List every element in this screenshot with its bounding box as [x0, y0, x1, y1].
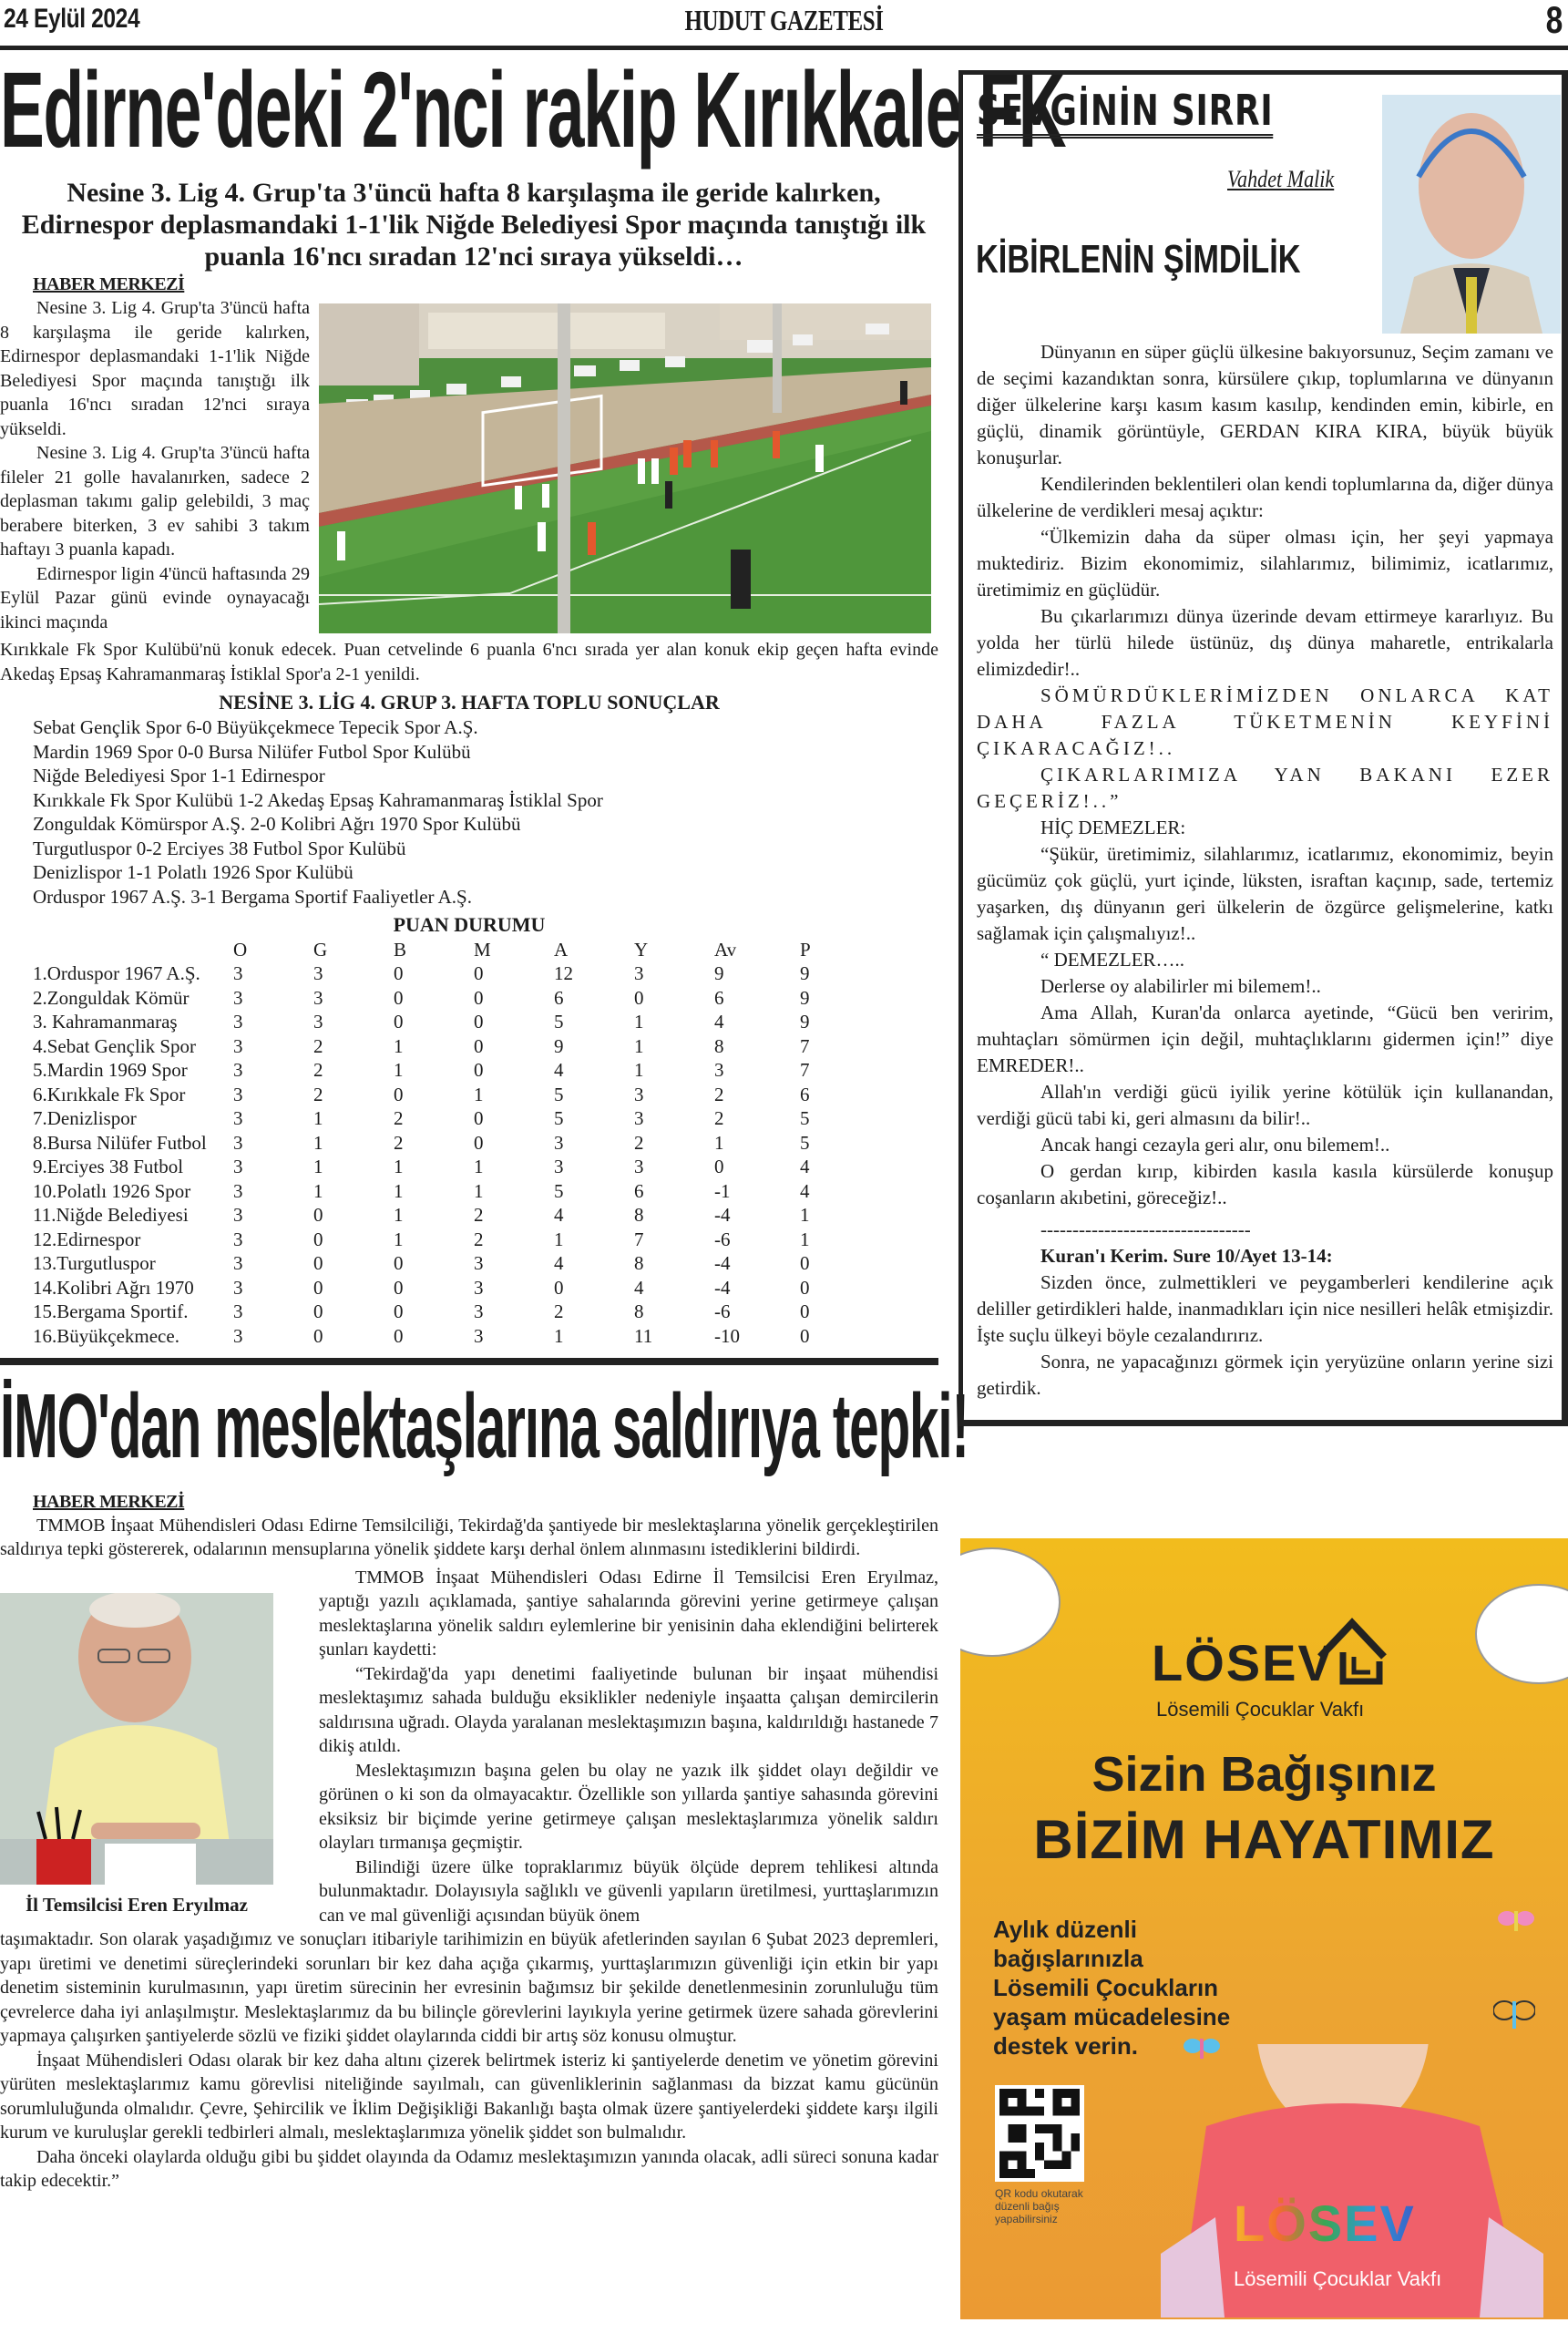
- standings-header-cell: B: [394, 938, 407, 961]
- standings-header-team: [33, 938, 233, 962]
- standings-team-name: 16.Büyükçekmece.: [33, 1324, 179, 1347]
- standings-team-name: 13.Turgutluspor: [33, 1252, 156, 1275]
- column-quote-title: Kuran'ı Kerim. Sure 10/Ayet 13-14:: [1040, 1245, 1333, 1267]
- standings-cell: 9: [800, 1011, 810, 1033]
- result-item: Orduspor 1967 A.Ş. 3-1 Bergama Sportif Faaliyetler A.Ş.: [33, 885, 472, 908]
- standings-header-cell: O: [233, 938, 248, 961]
- standings-cell: 1: [394, 1228, 404, 1250]
- section-divider: [0, 1358, 938, 1365]
- standings-cell: 3: [233, 1179, 243, 1202]
- article1-paragraph: Nesine 3. Lig 4. Grup'ta 3'üncü hafta 8 karşılaşma ile geride kalırken, Edirnespor deplasmandaki 1-1'lik Niğde Belediyesi Spor maçında tanıştığı ilk puanla 16'ncı sıradan 12'nci sıraya yükseldi.: [0, 298, 310, 439]
- butterfly-icon: [1184, 2035, 1220, 2062]
- article1-paragraph: Edirnespor ligin 4'üncü haftasında 29 Eylül Pazar günü evinde oynayacağı ikinci maçında: [0, 563, 310, 632]
- standings-cell: 0: [634, 986, 644, 1009]
- standings-cell: 3: [313, 1011, 323, 1033]
- article1-lead-row: [0, 296, 938, 634]
- article1-continued: [0, 638, 938, 686]
- standings-cell: 3: [233, 1252, 243, 1275]
- standings-cell: 3: [313, 962, 323, 985]
- standings-cell: 4: [554, 1252, 564, 1275]
- standings-cell: -1: [714, 1179, 731, 1202]
- standings-row: [33, 1204, 880, 1228]
- standings-row: [33, 1276, 880, 1300]
- article2-paragraph: Bilindiği üzere ülke topraklarımız büyük ölçüde deprem tehlikesi altında bulunmaktadır. Dolayısıyla sağlıklı ve güvenli yapıların üretilmesi, yurttaşlarımızın can ve mal güvenliği açısından büyük önem: [319, 1856, 938, 1926]
- standings-cell: 2: [474, 1204, 484, 1227]
- standings-cell: 3: [233, 1300, 243, 1323]
- column-paragraph: HİÇ DEMEZLER:: [1040, 817, 1186, 838]
- result-item: Niğde Belediyesi Spor 1-1 Edirnespor: [33, 765, 325, 786]
- standings-cell: 3: [233, 1204, 243, 1227]
- standings-row: [33, 1131, 880, 1156]
- issue-date: 24 Eylül 2024: [4, 4, 140, 34]
- standings-row: [33, 1252, 880, 1277]
- standings-cell: 0: [714, 1156, 724, 1178]
- standings-cell: 0: [394, 1276, 404, 1299]
- standings-row: [33, 1228, 880, 1252]
- standings-cell: 4: [554, 1059, 564, 1082]
- standings-cell: 2: [313, 1059, 323, 1082]
- standings-cell: 3: [233, 1011, 243, 1033]
- article1-byline: HABER MERKEZİ: [33, 274, 185, 294]
- photo-caption: İl Temsilcisi Eren Eryılmaz: [25, 1893, 249, 1916]
- standings-row: [33, 1179, 880, 1204]
- column-paragraph: Kendilerinden beklentileri olan kendi toplumlarına da, diğer dünya ülkelerine de verdikleri mesaj açıktır:: [977, 473, 1553, 521]
- losev-logo: LÖSEV: [1152, 1634, 1334, 1691]
- article2-side-text: [319, 1566, 938, 1928]
- article2-paragraph: Meslektaşımızın başına gelen bu olay ne yazık ilk şiddet olayı değildir ve görünen o ki son da olmayacaktır. Özellikle son yıllarda şantiye sahasında görevini eksiksiz bir biçimde yerine getirmeye çalışan meslektaşlarımıza yönelik saldırı olayları tırmanışa geçmiştir.: [319, 1760, 938, 1853]
- standings-cell: 3: [714, 1059, 724, 1082]
- standings-cell: 0: [474, 1131, 484, 1154]
- standings-cell: 0: [394, 1300, 404, 1323]
- standings-cell: 0: [474, 986, 484, 1009]
- article2-photo-row: [0, 1566, 938, 1928]
- article2-bottom-text: [0, 1927, 938, 2194]
- standings-cell: 0: [474, 1107, 484, 1130]
- standings-cell: 6: [800, 1083, 810, 1105]
- standings-cell: 1: [313, 1107, 323, 1130]
- standings-cell: 3: [474, 1324, 484, 1347]
- standings-cell: 0: [313, 1252, 323, 1275]
- standings-cell: 3: [554, 1156, 564, 1178]
- ad-copy-line: Aylık düzenli: [993, 1916, 1137, 1943]
- standings-cell: 1: [394, 1156, 404, 1178]
- column-header: [963, 75, 1562, 339]
- standings-cell: 3: [634, 1107, 644, 1130]
- standings-cell: 0: [313, 1204, 323, 1227]
- standings-cell: 12: [554, 962, 573, 985]
- column-paragraph: “ DEMEZLER…..: [1040, 949, 1185, 971]
- standings-cell: 1: [800, 1204, 810, 1227]
- standings-row: [33, 1034, 880, 1059]
- standings-cell: 0: [800, 1324, 810, 1347]
- standings-cell: 2: [313, 1034, 323, 1057]
- standings-cell: 0: [800, 1252, 810, 1275]
- standings-cell: 2: [394, 1107, 404, 1130]
- standings-cell: 3: [233, 1034, 243, 1057]
- ad-copy-line: bağışlarınızla: [993, 1945, 1143, 1972]
- column-paragraph: Ancak hangi cezayla geri alır, onu bilemem!..: [1040, 1134, 1390, 1156]
- column-body: [977, 339, 1553, 1402]
- standings-cell: 3: [233, 1059, 243, 1082]
- result-item: Denizlispor 1-1 Polatlı 1926 Spor Kulübü: [33, 861, 354, 883]
- standings-team-name: 10.Polatlı 1926 Spor: [33, 1179, 191, 1202]
- standings-team-name: 8.Bursa Nilüfer Futbol: [33, 1131, 207, 1154]
- standings-cell: 4: [800, 1156, 810, 1178]
- standings-cell: 1: [634, 1034, 644, 1057]
- column-paragraph: “Ülkemizin daha da süper olması için, her şeyi yapmaya muktediriz. Bizim ekonomimiz, silahlarımız, bilimimiz, icatlarımız, üretimimiz en güçlüdür.: [977, 526, 1553, 601]
- football-match-illustration: [319, 303, 931, 633]
- author-photo: [1382, 95, 1561, 334]
- standings-header-cell: A: [554, 938, 569, 961]
- standings-cell: 7: [634, 1228, 644, 1250]
- standings-team-name: 3. Kahramanmaraş: [33, 1011, 178, 1033]
- standings-cell: 1: [554, 1324, 564, 1347]
- qr-caption: QR kodu okutarak düzenli bağış yapabilirsiniz: [995, 2187, 1083, 2225]
- standings-cell: 0: [394, 986, 404, 1009]
- shirt-logo: [1234, 2194, 1416, 2253]
- qr-code-icon: [999, 2089, 1081, 2178]
- column-separator: ---------------------------------: [1040, 1218, 1251, 1240]
- standings-cell: 0: [474, 1011, 484, 1033]
- standings-team-name: 7.Denizlispor: [33, 1107, 137, 1130]
- standings-cell: 1: [394, 1204, 404, 1227]
- standings-cell: 2: [313, 1083, 323, 1105]
- standings-team-name: 9.Erciyes 38 Futbol: [33, 1156, 184, 1178]
- cloud-icon: [1475, 1584, 1568, 1684]
- ad-headline-1: Sizin Bağışınız: [1091, 1747, 1437, 1802]
- column-author: Vahdet Malik: [1227, 166, 1335, 192]
- article2-photo-block: [0, 1566, 273, 1917]
- standings-cell: 2: [474, 1228, 484, 1250]
- standings-cell: 3: [233, 1228, 243, 1250]
- standings-header-cell: Y: [634, 938, 649, 961]
- article2-paragraph: Daha önceki olaylarda olduğu gibi bu şiddet olayında da Odamız meslektaşımızın yanında olacak, adli süreci sonuna kadar takip edecektir.”: [0, 2146, 938, 2191]
- standings-cell: 4: [634, 1276, 644, 1299]
- standings-cell: -6: [714, 1300, 731, 1323]
- standings-cell: 0: [474, 1034, 484, 1057]
- losev-logo-subtitle: Lösemili Çocuklar Vakfı: [1156, 1698, 1365, 1721]
- article2-paragraph: TMMOB İnşaat Mühendisleri Odası Edirne Temsilciliği, Tekirdağ'da şantiyede bir meslektaşlarına yönelik gerçekleştirilen saldırıya tepki göstererek, odalarının mensuplarına yönelik şiddete karşı derhal önlem alınmasını istediklerini bildirdi.: [0, 1515, 938, 1559]
- standings-cell: -4: [714, 1252, 731, 1275]
- standings-cell: 1: [634, 1059, 644, 1082]
- standings-cell: 0: [313, 1300, 323, 1323]
- article2-intro: [0, 1514, 938, 1562]
- standings-cell: 7: [800, 1034, 810, 1057]
- standings-cell: 5: [554, 1083, 564, 1105]
- butterfly-icon: [1498, 1907, 1534, 1935]
- standings-cell: 6: [554, 986, 564, 1009]
- result-item: Zonguldak Kömürspor A.Ş. 2-0 Kolibri Ağrı 1970 Spor Kulübü: [33, 813, 521, 835]
- standings-cell: 1: [313, 1131, 323, 1154]
- column-paragraph: Sonra, ne yapacağınızı görmek için yeryüzüne onların yerine sizi getirdik.: [977, 1351, 1553, 1399]
- standings-cell: 3: [634, 1083, 644, 1105]
- portrait-illustration: [0, 1593, 273, 1885]
- standings-row: [33, 1300, 880, 1325]
- standings-cell: 0: [394, 1083, 404, 1105]
- standings-cell: 4: [714, 1011, 724, 1033]
- article1-paragraph-continued: Kırıkkale Fk Spor Kulübü'nü konuk edecek. Puan cetvelinde 6 puanla 6'ncı sırada yer alan konuk ekip geçen hafta evinde Akedaş Epsaş Kahramanmaraş İstiklal Spor'a 2-1 yenildi.: [0, 640, 938, 684]
- football-match-photo: [319, 303, 931, 633]
- column-paragraph: Sizden önce, zulmettikleri ve peygamberleri kendilerine açık deliller getirdikleri halde, inanmadıkları için nice nesilleri helâk etmişizdir. İşte suçlu ülkeyi böyle cezalandırırız.: [977, 1271, 1553, 1346]
- result-item: Kırıkkale Fk Spor Kulübü 1-2 Akedaş Epsaş Kahramanmaraş İstiklal Spor: [33, 788, 603, 811]
- standings-cell: 0: [394, 962, 404, 985]
- standings-cell: 0: [394, 1011, 404, 1033]
- standings-cell: 3: [233, 1083, 243, 1105]
- standings-cell: 1: [634, 1011, 644, 1033]
- standings-cell: 1: [474, 1156, 484, 1178]
- article2-paragraph: İnşaat Mühendisleri Odası olarak bir kez daha altını çizerek belirtmek isteriz ki şantiyelerde denetim ve yönetim görevini yürüten meslektaşlarımız kamu görevlisi niteliğinde sayılmalı, can güvenliklerinin sağlanması da bizzat kamu gücünün sorumluluğunda olmalıdır. Çevre, Şehircilik ve İklim Değişikliği Bakanlığı başta olmak üzere şantiyelerdeki şiddete karşı ilgili kurum ve kuruluşlar gerekli tedbirleri almalı, meslektaşlarımıza yönelik şiddet son bulmalıdır.: [0, 2050, 938, 2143]
- standings-cell: 8: [634, 1300, 644, 1323]
- standings-cell: 2: [714, 1107, 724, 1130]
- standings-header-cell: G: [313, 938, 328, 961]
- standings-team-name: 2.Zonguldak Kömür: [33, 986, 190, 1009]
- article2-paragraph: taşımaktadır. Son olarak yaşadığımız ve sonuçları itibariyle tarihimizin en büyük afetlerinden sayılan 6 Şubat 2023 depremleri, yapı üretimi ve denetimi süreçlerindeki sorunları bir kez daha açığa çıkarmış, yurttaşlarımızın güvenliği için etkin bir yapı denetim sisteminin kurulmasının, yapı üretim sürecinin her evresinin bağımsız bir şekilde denetlenmesinin zorunluluğu tüm çevrelerce daha iyi anlaşılmıştır. Meslektaşlarımız da bu bilinçle görevlerini layıkıyla yerine getirmek üzere sahada görevlerini yapmaya çalışırken şantiyelerde sözlü ve fiziki şiddet olaylarında ciddi bir artış söz konusu olmuştur.: [0, 1929, 938, 2046]
- losev-advertisement[interactable]: [960, 1538, 1568, 2319]
- ad-copy-line: yaşam mücadelesine: [993, 2003, 1231, 2030]
- standings-cell: 6: [634, 1179, 644, 1202]
- ad-copy-line: destek verin.: [993, 2032, 1138, 2060]
- column-paragraph: Bu çıkarlarımızı dünya üzerinde devam ettirmeye kararlıyız. Bu yolda her türlü hilede üstünüz, dış dünya maharetle, entrikalarla elimizdedir!..: [977, 605, 1553, 680]
- standings-row: [33, 1324, 880, 1349]
- standings-cell: 5: [800, 1131, 810, 1154]
- standings-cell: 5: [800, 1107, 810, 1130]
- article1-deck: Nesine 3. Lig 4. Grup'ta 3'üncü hafta 8 karşılaşma ile geride kalırken, Edirnespor deplasmandaki 1-1'lik Niğde Belediyesi Spor maçında tanıştığı ilk puanla 16'ncı sıradan 12'nci sıraya yükseldi…: [21, 178, 927, 272]
- article2-headline: İMO'dan meslektaşlarına saldırıya tepki!: [0, 1374, 968, 1477]
- standings-cell: 3: [233, 1276, 243, 1299]
- author-portrait-illustration: [1382, 95, 1561, 334]
- standings-cell: -10: [714, 1324, 740, 1347]
- standings-cell: 3: [474, 1276, 484, 1299]
- standings-cell: 0: [474, 962, 484, 985]
- standings-cell: 0: [474, 1059, 484, 1082]
- article2-paragraph: “Tekirdağ'da yapı denetimi faaliyetinde bulunan bir inşaat mühendisi meslektaşımız sahada bulduğu eksiklikler nedeniyle inşaatta çalışan demircilerin saldırısına uğradı. Olayda yaralanan meslektaşımızın başına, kaldırıldığı hastanede 7 dikiş atıldı.: [319, 1663, 938, 1756]
- article1-headline: Edirne'deki 2'nci rakip Kırıkkale FK: [0, 50, 1066, 170]
- standings-cell: -4: [714, 1276, 731, 1299]
- standings-cell: 8: [634, 1252, 644, 1275]
- standings-cell: 0: [554, 1276, 564, 1299]
- standings-cell: 2: [714, 1083, 724, 1105]
- standings-cell: 6: [714, 986, 724, 1009]
- cloud-icon: [960, 1547, 1061, 1657]
- result-item: Mardin 1969 Spor 0-0 Bursa Nilüfer Futbol Spor Kulübü: [33, 740, 471, 763]
- standings-cell: 0: [313, 1276, 323, 1299]
- standings-cell: 8: [714, 1034, 724, 1057]
- standings-cell: 0: [394, 1324, 404, 1347]
- standings-cell: 9: [554, 1034, 564, 1057]
- standings-header-cell: P: [800, 938, 811, 961]
- result-item: Turgutluspor 0-2 Erciyes 38 Futbol Spor Kulübü: [33, 837, 406, 859]
- standings-cell: 0: [313, 1324, 323, 1347]
- standings-row: [33, 1059, 880, 1084]
- qr-code[interactable]: [995, 2085, 1084, 2182]
- standings-row: [33, 1107, 880, 1132]
- standings-cell: 9: [800, 986, 810, 1009]
- standings-row: [33, 1156, 880, 1180]
- standings-cell: 9: [714, 962, 724, 985]
- eren-eryilmaz-photo: [0, 1593, 273, 1885]
- standings-cell: 1: [800, 1228, 810, 1250]
- standings-cell: 1: [714, 1131, 724, 1154]
- standings-row: [33, 1083, 880, 1107]
- ad-copy-line: Lösemili Çocukların: [993, 1974, 1219, 2001]
- standings-cell: 1: [394, 1179, 404, 1202]
- standings-cell: 1: [394, 1059, 404, 1082]
- standings-cell: 2: [394, 1131, 404, 1154]
- standings-team-name: 12.Edirnespor: [33, 1228, 141, 1250]
- standings-cell: 3: [554, 1131, 564, 1154]
- newspaper-name: HUDUT GAZETESİ: [684, 4, 884, 36]
- standings-cell: 1: [313, 1156, 323, 1178]
- standings-cell: 8: [634, 1204, 644, 1227]
- standings-cell: 2: [634, 1131, 644, 1154]
- standings-cell: 1: [313, 1179, 323, 1202]
- standings-cell: 0: [800, 1276, 810, 1299]
- standings-row: [33, 1011, 880, 1035]
- standings-team-name: 1.Orduspor 1967 A.Ş.: [33, 962, 200, 985]
- standings-cell: 5: [554, 1179, 564, 1202]
- standings-cell: 3: [233, 1107, 243, 1130]
- article1-paragraph: Nesine 3. Lig 4. Grup'ta 3'üncü hafta fileler 21 golle havalanırken, sadece 2 deplasman takımı galip gelebildi, 3 maç berabere biterken, 3 ev sahibi 3 takım haftayı 3 puanla kapadı.: [0, 443, 310, 560]
- shirt-subtitle: Lösemili Çocuklar Vakfı: [1234, 2267, 1442, 2290]
- standings-cell: 1: [474, 1179, 484, 1202]
- standings-team-name: 4.Sebat Gençlik Spor: [33, 1034, 197, 1057]
- column-paragraph: Ama Allah, Kuran'da onlarca ayetinde, “Gücü ben veririm, muhtaçları sömürmen için değil, muhtaçlıklarını gidermen için!” diye EMREDER!..: [977, 1002, 1553, 1076]
- standings-cell: 11: [634, 1324, 653, 1347]
- column-paragraph: ÇIKARLARIMIZA YAN BAKANI EZER GEÇERİZ!..”: [977, 764, 1553, 812]
- standings-cell: 4: [800, 1179, 810, 1202]
- column-paragraph: O gerdan kırıp, kibirden kasıla kasıla kürsülerde konuşup coşanların akıbetini, göreceğiz!..: [977, 1160, 1553, 1208]
- results-title: NESİNE 3. LİG 4. GRUP 3. HAFTA TOPLU SONUÇLAR: [219, 691, 720, 714]
- standings-cell: 2: [554, 1300, 564, 1323]
- standings-cell: 3: [313, 986, 323, 1009]
- standings-row: [33, 962, 880, 987]
- standings-cell: 3: [233, 1131, 243, 1154]
- article1-body: [0, 296, 310, 634]
- standings-cell: 1: [394, 1034, 404, 1057]
- standings-title: PUAN DURUMU: [393, 913, 546, 936]
- standings-header-row: [33, 938, 880, 962]
- column-paragraph: SÖMÜRDÜKLERİMİZDEN ONLARCA KAT DAHA FAZLA TÜKETMENİN KEYFİNİ ÇIKARACAĞIZ!..: [977, 684, 1553, 759]
- standings-team-name: 14.Kolibri Ağrı 1970: [33, 1276, 194, 1299]
- standings-cell: 3: [233, 1156, 243, 1178]
- standings-cell: 3: [233, 1324, 243, 1347]
- standings-cell: 7: [800, 1059, 810, 1082]
- column-kicker: SEVGİNİN SIRRI: [977, 87, 1274, 139]
- column-paragraph: Allah'ın verdiği gücü iyilik yerine kötülük için kullanandan, verdiği gücü tabi ki, geri almasını da bilir!..: [977, 1081, 1553, 1129]
- standings-cell: 1: [554, 1228, 564, 1250]
- standings-team-name: 5.Mardin 1969 Spor: [33, 1059, 188, 1082]
- standings-cell: 3: [634, 962, 644, 985]
- column-paragraph: Dünyanın en süper güçlü ülkesine bakıyorsunuz, Seçim zamanı ve de seçimi kazandıktan sonra, kürsülere çıkıp, toplumlarına ve dünyanın diğer ülkelerine karşı kasım kasım kasılıp, kendinden emin, kibirle, en güçlü, dinamik görüntüyle, GERDAN KIRA KIRA, büyük büyük konuşurlar.: [977, 341, 1553, 468]
- opinion-column: [958, 70, 1568, 1426]
- butterfly-icon: [1493, 1994, 1535, 2036]
- masthead: [0, 0, 1568, 51]
- standings-team-name: 6.Kırıkkale Fk Spor: [33, 1083, 186, 1105]
- column-title: KİBİRLENİN ŞİMDİLİK: [976, 237, 1301, 282]
- standings-header-cell: Av: [714, 938, 737, 961]
- standings-cell: 4: [554, 1204, 564, 1227]
- article2-byline: HABER MERKEZİ: [33, 1491, 185, 1512]
- standings-cell: 3: [233, 962, 243, 985]
- standings-cell: 3: [474, 1252, 484, 1275]
- standings-team-name: 11.Niğde Belediyesi: [33, 1204, 189, 1227]
- standings-row: [33, 986, 880, 1011]
- shirt-logo-text: LÖSEV: [1234, 2194, 1416, 2252]
- standings-cell: 0: [394, 1252, 404, 1275]
- standings-cell: 5: [554, 1107, 564, 1130]
- standings-cell: 3: [634, 1156, 644, 1178]
- standings-cell: 3: [233, 986, 243, 1009]
- standings-cell: 9: [800, 962, 810, 985]
- standings-cell: -4: [714, 1204, 731, 1227]
- standings-cell: 1: [474, 1083, 484, 1105]
- standings-cell: 0: [800, 1300, 810, 1323]
- column-paragraph: “Şükür, üretimimiz, silahlarımız, icatlarımız, ekonomimiz, beyin gücümüz çok güçlü, yurt içinde, lüksten, israftan kaçınıp, sade, tertemiz yaşarken, dış dünyanın geri ülkelerin de özgürce gelişmelerine, katkı sağlamak için çalışmalıyız!..: [977, 843, 1553, 944]
- standings-cell: -6: [714, 1228, 731, 1250]
- standings-header-cell: M: [474, 938, 491, 961]
- article2-paragraph: TMMOB İnşaat Mühendisleri Odası Edirne İl Temsilcisi Eren Eryılmaz, yaptığı yazılı açıklamada, şantiye sahalarında görevini yerine getirmeye çalışan meslektaşlarına yönelik saldırı eylemlerine bir yenisinin daha eklendiğini belirterek şunları kaydetti:: [319, 1567, 938, 1660]
- column-paragraph: Derlerse oy alabilirler mi bilemem!..: [1040, 975, 1321, 997]
- standings-cell: 3: [474, 1300, 484, 1323]
- standings-team-name: 15.Bergama Sportif.: [33, 1300, 189, 1323]
- ad-headline-2: BİZİM HAYATIMIZ: [1033, 1809, 1495, 1870]
- result-item: Sebat Gençlik Spor 6-0 Büyükçekmece Tepecik Spor A.Ş.: [33, 716, 478, 738]
- standings-cell: 5: [554, 1011, 564, 1033]
- results-list: [33, 715, 935, 909]
- standings-cell: 0: [313, 1228, 323, 1250]
- standings-table: [33, 938, 880, 1349]
- page-number: 8: [1545, 0, 1563, 41]
